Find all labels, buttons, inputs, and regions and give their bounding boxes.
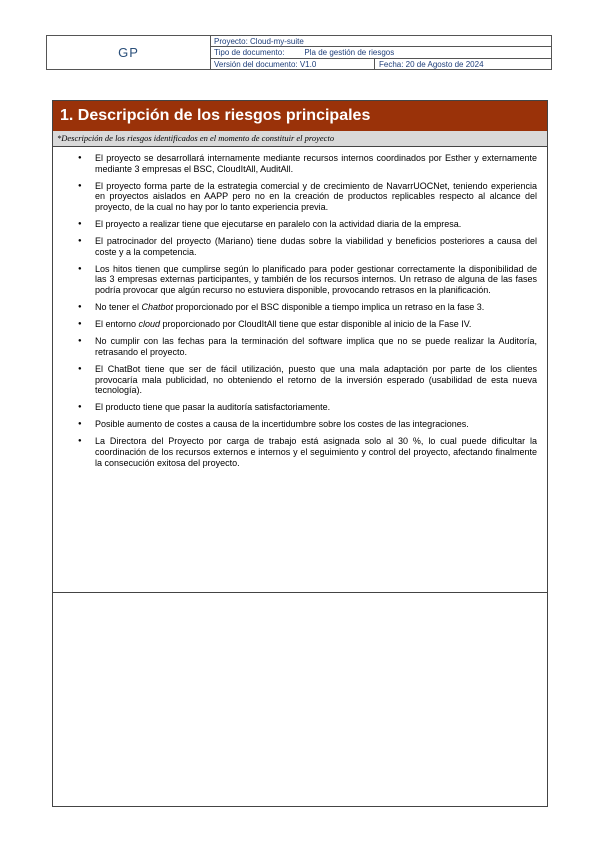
risk-item: ● El ChatBot tiene que ser de fácil utilización, puesto que una mala adaptación por parte de los clientes provocaría mala publicidad, no obteniendo el retorno de la inversión esperado (usabilidad de esta nueva tecnología).	[77, 364, 537, 396]
risk-text: No tener el	[95, 302, 142, 313]
risk-item: ● El proyecto forma parte de la estrategia comercial y de crecimiento de NavarrUOCNet, teniendo experiencia en proyectos aislados en AAPP pero no en la creación de productos replicables respecto al alcance del proyecto, de la cual no hay por lo tanto experiencia previa.	[77, 181, 537, 213]
risk-text: proporcionado por CloudItAll tiene que estar disponible al inicio de la Fase IV.	[160, 319, 472, 330]
document-info	[211, 36, 551, 69]
risk-item: ● La Directora del Proyecto por carga de trabajo está asignada solo al 30 %, lo cual puede dificultar la coordinación de los recursos externos e internos y el seguimiento y control del proyecto, afectando finalmente la consecución exitosa del proyecto.	[77, 436, 537, 468]
version-row	[211, 59, 551, 69]
risk-item: ● El producto tiene que pasar la auditoría satisfactoriamente.	[77, 402, 537, 413]
doc-type-row	[211, 47, 551, 58]
risk-emphasis: cloud	[138, 319, 161, 330]
doc-type-label: Tipo de documento:	[214, 48, 285, 58]
risk-text: El entorno	[95, 319, 139, 330]
risk-item: ● El proyecto a realizar tiene que ejecutarse en paralelo con la actividad diaria de la empresa.	[77, 219, 537, 230]
risk-item: ● El proyecto se desarrollará internamente mediante recursos internos coordinados por Esther y externamente mediante 3 empresas el BSC, CloudItAll, AuditAll.	[77, 153, 537, 174]
risk-list	[77, 153, 537, 468]
document-header	[46, 35, 552, 70]
risk-item: ● Posible aumento de costes a causa de la incertidumbre sobre los costes de las integraciones.	[77, 419, 537, 430]
doc-type-value: Pla de gestión de riesgos	[304, 48, 395, 58]
logo: GP	[47, 36, 211, 69]
risk-text: proporcionado por el BSC disponible a tiempo implica un retraso en la fase 3.	[173, 302, 485, 313]
risk-section	[52, 100, 548, 807]
section-title: 1. Descripción de los riesgos principales	[53, 101, 547, 131]
section-subtitle: *Descripción de los riesgos identificados en el momento de constituir el proyecto	[53, 131, 547, 147]
date-label: Fecha: 20 de Agosto de 2024	[379, 59, 484, 69]
project-label: Proyecto: Cloud-my-suite	[214, 37, 304, 46]
risk-item: ● El patrocinador del proyecto (Mariano) tiene dudas sobre la viabilidad y beneficios posteriores a causa del coste y a la competencia.	[77, 236, 537, 257]
project-row	[211, 36, 551, 47]
risk-item: ● Los hitos tienen que cumplirse según lo planificado para poder gestionar correctamente la disponibilidad de las 3 empresas externas participantes, y también de los recursos internos. Un retraso de alguna de las fases podría provocar que algún recurso no estuviera disponible, provocando retrasos en la planificación.	[77, 264, 537, 296]
risk-emphasis: Chatbot	[141, 302, 174, 313]
risk-item: ● No cumplir con las fechas para la terminación del software implica que no se puede realizar la Auditoría, retrasando el proyecto.	[77, 336, 537, 357]
risk-item	[77, 319, 537, 330]
version-label: Versión del documento: V1.0	[211, 59, 375, 69]
risk-list-area	[53, 147, 547, 593]
risk-item	[77, 302, 537, 313]
